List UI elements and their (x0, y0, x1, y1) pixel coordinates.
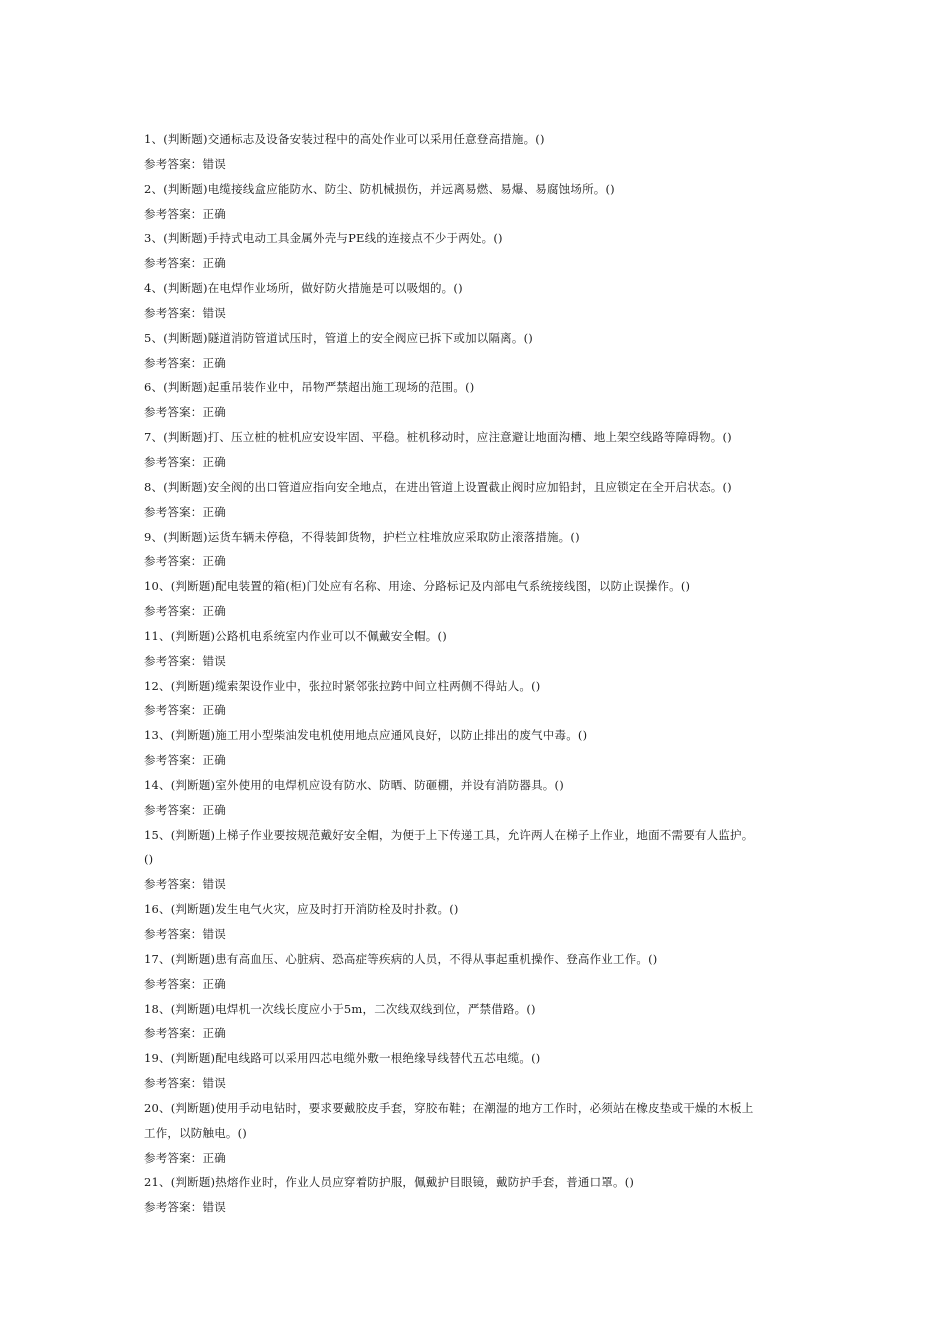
question-18: 18、(判断题)电焊机一次线长度应小于5m，二次线双线到位，严禁借路。() (144, 1001, 536, 1016)
answer-8: 参考答案：正确 (144, 504, 226, 519)
answer-20: 参考答案：正确 (144, 1150, 226, 1165)
question-11: 11、(判断题)公路机电系统室内作业可以不佩戴安全帽。() (144, 628, 447, 643)
question-10: 10、(判断题)配电装置的箱(柜)门处应有名称、用途、分路标记及内部电气系统接线图，以防止误操作。() (144, 579, 691, 594)
answer-19: 参考答案：错误 (144, 1076, 226, 1091)
question-20: 20、(判断题)使用手动电钻时，要求要戴胶皮手套，穿胶布鞋；在潮湿的地方工作时，必须站在橡皮垫或干燥的木板上 (144, 1100, 754, 1115)
question-12: 12、(判断题)缆索架设作业中，张拉时紧邻张拉跨中间立柱两侧不得站人。() (144, 678, 541, 693)
answer-13: 参考答案：正确 (144, 753, 226, 768)
answer-11: 参考答案：错误 (144, 653, 226, 668)
question-8: 8、(判断题)安全阀的出口管道应指向安全地点，在进出管道上设置截止阀时应加铅封，且应锁定在全开启状态。() (144, 479, 732, 494)
answer-18: 参考答案：正确 (144, 1026, 226, 1041)
question-list (144, 127, 812, 1220)
question-15: 15、(判断题)上梯子作业要按规范戴好安全帽，为便于上下传递工具，允许两人在梯子上作业，地面不需要有人监护。 (144, 827, 754, 842)
question-9: 9、(判断题)运货车辆未停稳，不得装卸货物，护栏立柱堆放应采取防止滚落措施。() (144, 529, 580, 544)
question-14: 14、(判断题)室外使用的电焊机应设有防水、防晒、防砸棚，并设有消防器具。() (144, 777, 564, 792)
answer-16: 参考答案：错误 (144, 927, 226, 941)
question-16: 16、(判断题)发生电气火灾，应及时打开消防栓及时扑救。() (144, 902, 459, 917)
answer-21: 参考答案：错误 (144, 1200, 226, 1215)
answer-10: 参考答案：正确 (144, 604, 226, 619)
answer-1: 参考答案：错误 (144, 156, 226, 171)
question-15-continued: () (144, 852, 154, 867)
question-17: 17、(判断题)患有高血压、心脏病、恐高症等疾病的人员，不得从事起重机操作、登高作业工作。() (144, 951, 658, 966)
question-19: 19、(判断题)配电线路可以采用四芯电缆外敷一根绝缘导线替代五芯电缆。() (144, 1051, 541, 1066)
question-6: 6、(判断题)起重吊装作业中，吊物严禁超出施工现场的范围。() (144, 380, 475, 395)
answer-12: 参考答案：正确 (144, 703, 226, 718)
answer-3: 参考答案：正确 (144, 256, 226, 271)
answer-7: 参考答案：正确 (144, 454, 226, 469)
answer-5: 参考答案：正确 (144, 355, 226, 370)
question-7: 7、(判断题)打、压立桩的桩机应安设牢固、平稳。桩机移动时，应注意避让地面沟槽、地上架空线路等障碍物。() (144, 430, 732, 445)
question-13: 13、(判断题)施工用小型柴油发电机使用地点应通风良好，以防止排出的废气中毒。() (144, 728, 588, 743)
answer-15: 参考答案：错误 (144, 877, 226, 892)
question-21: 21、(判断题)热熔作业时，作业人员应穿着防护服，佩戴护目眼镜，戴防护手套，普通口罩。() (144, 1175, 635, 1190)
answer-2: 参考答案：正确 (144, 206, 226, 221)
answer-4: 参考答案：错误 (144, 305, 226, 320)
question-1: 1、(判断题)交通标志及设备安装过程中的高处作业可以采用任意登高措施。() (144, 132, 545, 146)
answer-6: 参考答案：正确 (144, 405, 226, 420)
question-5: 5、(判断题)隧道消防管道试压时，管道上的安全阀应已拆下或加以隔离。() (144, 330, 533, 345)
question-3: 3、(判断题)手持式电动工具金属外壳与PE线的连接点不少于两处。() (144, 231, 503, 246)
question-20-continued: 工作，以防触电。() (144, 1125, 247, 1140)
answer-14: 参考答案：正确 (144, 802, 226, 817)
answer-17: 参考答案：正确 (144, 976, 226, 991)
question-2: 2、(判断题)电缆接线盒应能防水、防尘、防机械损伤，并远离易燃、易爆、易腐蚀场所。() (144, 181, 615, 196)
question-4: 4、(判断题)在电焊作业场所，做好防火措施是可以吸烟的。() (144, 281, 463, 296)
answer-9: 参考答案：正确 (144, 554, 226, 569)
